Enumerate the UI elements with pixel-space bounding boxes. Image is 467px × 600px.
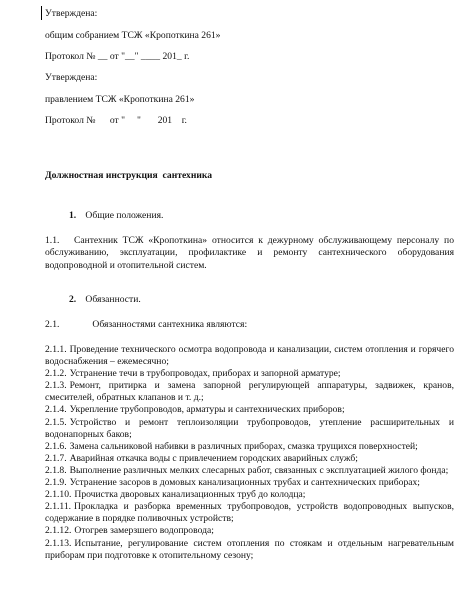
item-text: Аварийная откачка воды с привлечением городских аварийных служб;: [69, 452, 358, 464]
list-item: [45, 404, 454, 416]
item-text: Ремонт, притирка и замена запорной регулирующей аппаратуры, задвижек, кранов, смесителей, обратных клапанов и т. д.;: [45, 380, 454, 404]
item-text: Устранение засоров в домовых канализационных трубах и сантехнических приборах;: [69, 477, 420, 489]
section-2-number: 2.: [69, 294, 77, 305]
document-title: Должностная инструкция сантехника: [45, 170, 213, 181]
paragraph-2-1-number: 2.1.: [45, 319, 60, 330]
approval-board-protocol: Протокол № от " " 201 г.: [45, 115, 187, 126]
duties-list: [45, 344, 454, 562]
list-item: [45, 465, 454, 477]
item-number: 2.1.3.: [45, 380, 67, 392]
list-item: [45, 380, 454, 404]
item-number: 2.1.1.: [45, 344, 67, 355]
list-item: [45, 538, 454, 562]
paragraph-2-1: [45, 319, 247, 331]
list-item: [45, 368, 454, 380]
paragraph-2-1-text: Обязанностями сантехника являются:: [92, 319, 248, 330]
item-number: 2.1.8.: [45, 464, 67, 476]
item-text: Замена сальниковой набивки в различных приборах, смазка трущихся поверхностей;: [69, 440, 418, 452]
list-item: [45, 441, 454, 453]
section-2-title: Обязанности.: [85, 294, 141, 305]
item-text: Укрепление трубопроводов, арматуры и сантехнических приборов;: [69, 404, 345, 416]
item-text: Проведение технического осмотра водопровода и канализации, систем отопления и горячего водоснабжения – ежемесячно;: [45, 344, 454, 368]
approval-general-by: общим собранием ТСЖ «Кропоткина 261»: [45, 30, 221, 41]
paragraph-1-1: 1.1. Сантехник ТСЖ «Кропоткина» относится к дежурному обслуживающему персоналу по обслуживанию, эксплуатации, профилактике и ремонту сантехнического оборудования водопроводной и отопительной систем.: [45, 235, 457, 271]
approval-general-protocol: Протокол № __ от "__" ____ 201_ г.: [45, 51, 190, 62]
list-item: [45, 417, 454, 441]
item-text: Испытание, регулирование систем отопления по стоякам и отдельным нагревательным приборам при подготовке к отопительному сезону;: [45, 537, 454, 561]
approval-board-label: Утверждена:: [45, 72, 98, 83]
list-item: [45, 501, 454, 525]
item-number: 2.1.6.: [45, 440, 67, 452]
item-text: Отогрев замерзшего водопровода;: [74, 525, 214, 537]
item-number: 2.1.11.: [45, 501, 72, 513]
item-number: 2.1.9.: [45, 477, 67, 489]
list-item: [45, 525, 454, 537]
item-text: Устройство и ремонт теплоизоляции трубопроводов, утепление расширительных и водонапорных баков;: [45, 416, 454, 440]
item-number: 2.1.2.: [45, 368, 67, 380]
section-1-number: 1.: [69, 210, 77, 221]
item-text: Прокладка и разборка временных трубопроводов, устройств водопроводных выпусков, содержание в порядке поливочных устройств;: [45, 501, 454, 525]
text-cursor: [41, 6, 42, 20]
approval-board-by: правлением ТСЖ «Кропоткина 261»: [45, 94, 195, 105]
item-number: 2.1.12.: [45, 525, 72, 537]
item-number: 2.1.13.: [45, 537, 72, 549]
item-number: 2.1.5.: [45, 416, 67, 428]
list-item: [45, 477, 454, 489]
item-text: Прочистка дворовых канализационных труб до колодца;: [74, 489, 306, 501]
item-number: 2.1.4.: [45, 404, 67, 416]
item-text: Выполнение различных мелких слесарных работ, связанных с эксплуатацией жилого фонда;: [69, 464, 449, 476]
list-item: [45, 489, 454, 501]
approval-general-label: Утверждена:: [45, 8, 98, 19]
section-1-title: Общие положения.: [85, 210, 164, 221]
section-1-heading: [69, 210, 163, 222]
list-item: [45, 344, 454, 368]
item-number: 2.1.7.: [45, 452, 67, 464]
item-text: Устранение течи в трубопроводах, приборах и запорной арматуре;: [69, 368, 341, 380]
section-2-heading: [69, 294, 141, 306]
list-item: [45, 453, 454, 465]
item-number: 2.1.10.: [45, 489, 72, 501]
